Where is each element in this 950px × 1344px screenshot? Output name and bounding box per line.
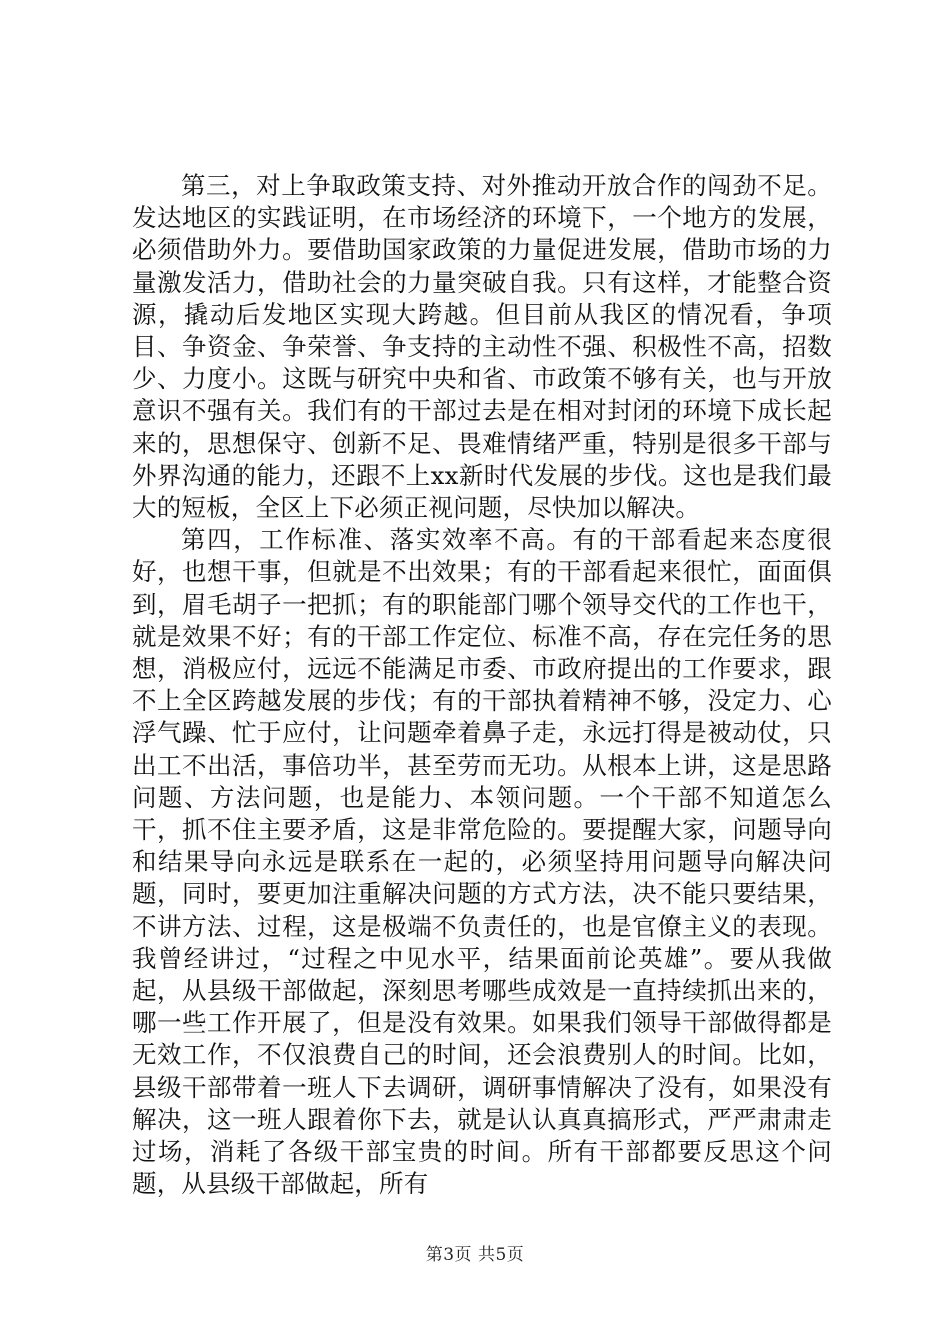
page-footer: 第3页 共5页 [425, 1245, 525, 1265]
document-body [132, 170, 832, 1201]
paragraph-fourth-point: 第四，工作标准、落实效率不高。有的干部看起来态度很好，也想干事，但就是不出效果；有的干部看起来很忙，面面俱到，眉毛胡子一把抓；有的职能部门哪个领导交代的工作也干，就是效果不好；有的干部工作定位、标准不高，存在完任务的思想，消极应付，远远不能满足市委、市政府提出的工作要求，跟不上全区跨越发展的步伐；有的干部执着精神不够，没定力、心浮气躁、忙于应付，让问题牵着鼻子走，永远打得是被动仗，只出工不出活，事倍功半，甚至劳而无功。从根本上讲，这是思路问题、方法问题，也是能力、本领问题。一个干部不知道怎么干，抓不住主要矛盾，这是非常危险的。要提醒大家，问题导向和结果导向永远是联系在一起的，必须坚持用问题导向解决问题，同时，要更加注重解决问题的方式方法，决不能只要结果，不讲方法、过程，这是极端不负责任的，也是官僚主义的表现。我曾经讲过，“过程之中见水平，结果面前论英雄”。要从我做起，从县级干部做起，深刻思考哪些成效是一直持续抓出来的，哪一些工作开展了，但是没有效果。如果我们领导干部做得都是无效工作，不仅浪费自己的时间，还会浪费别人的时间。比如，县级干部带着一班人下去调研，调研事情解决了没有，如果没有解决，这一班人跟着你下去，就是认认真真搞形式，严严肃肃走过场，消耗了各级干部宝贵的时间。所有干部都要反思这个问题，从县级干部做起，所有 [132, 525, 832, 1199]
paragraph-third-point: 第三，对上争取政策支持、对外推动开放合作的闯劲不足。发达地区的实践证明，在市场经济的环境下，一个地方的发展，必须借助外力。要借助国家政策的力量促进发展，借助市场的力量激发活力，借助社会的力量突破自我。只有这样，才能整合资源，撬动后发地区实现大跨越。但目前从我区的情况看，争项目、争资金、争荣誉、争支持的主动性不强、积极性不高，招数少、力度小。这既与研究中央和省、市政策不够有关，也与开放意识不强有关。我们有的干部过去是在相对封闭的环境下成长起来的，思想保守、创新不足、畏难情绪严重，特别是很多干部与外界沟通的能力，还跟不上xx新时代发展的步伐。这也是我们最大的短板，全区上下必须正视问题，尽快加以解决。 [132, 171, 832, 523]
